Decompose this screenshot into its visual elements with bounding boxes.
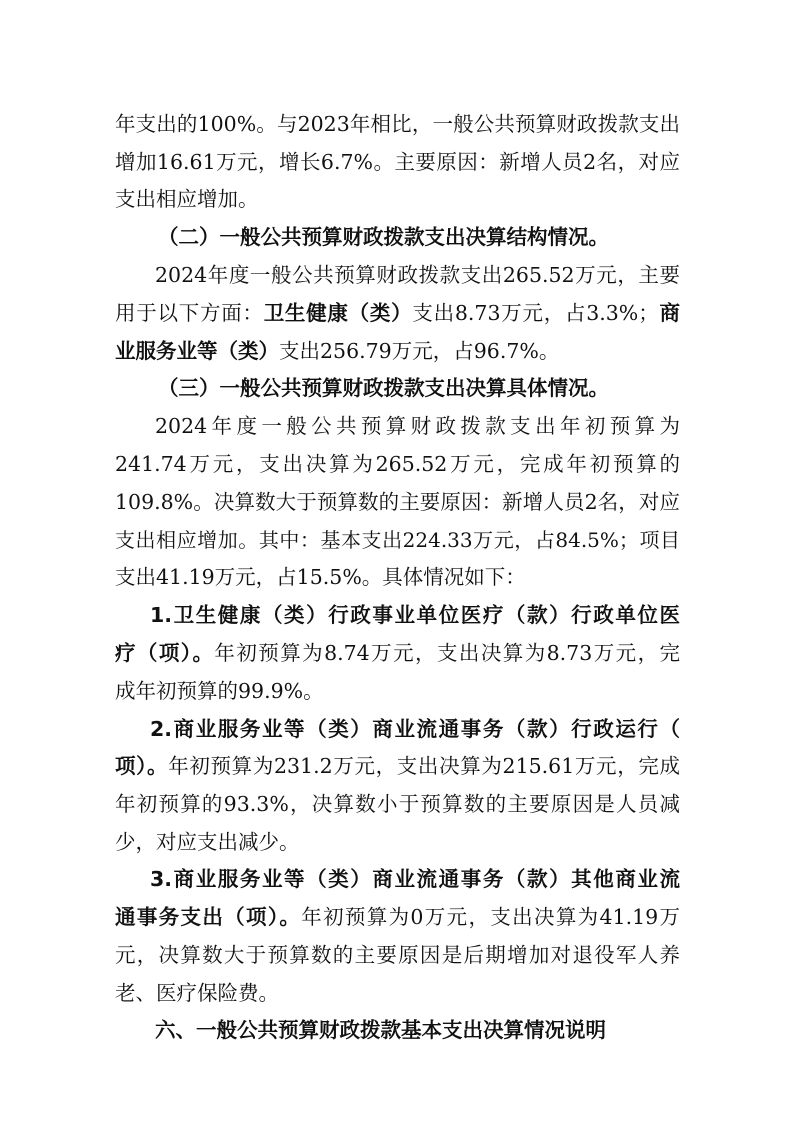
paragraph-line: 增加16.61万元，增长6.7%。主要原因：新增人员2名，对应	[115, 150, 680, 174]
section-heading: （二）一般公共预算财政拨款支出决算结构情况。	[158, 225, 609, 249]
chapter-heading: 六、一般公共预算财政拨款基本支出决算情况说明	[155, 1018, 606, 1042]
paragraph-line: 业服务业等（类）支出256.79万元，占96.7%。	[115, 339, 560, 363]
paragraph-line: 老、医疗保险费。	[115, 981, 279, 1005]
paragraph-line: 2024年度一般公共预算财政拨款支出年初预算为	[155, 414, 680, 438]
section-heading: （三）一般公共预算财政拨款支出决算具体情况。	[158, 376, 609, 400]
paragraph-line: 支出41.19万元，占15.5%。具体情况如下：	[115, 565, 526, 589]
paragraph-line: 成年初预算的99.9%。	[115, 679, 324, 703]
paragraph-line: 少，对应支出减少。	[115, 830, 300, 854]
paragraph-line: 元，决算数大于预算数的主要原因是后期增加对退役军人养	[115, 943, 680, 967]
item-heading: 1.卫生健康（类）行政事业单位医疗（款）行政单位医	[150, 603, 680, 627]
paragraph-line: 2024年度一般公共预算财政拨款支出265.52万元，主要	[155, 263, 680, 287]
paragraph-line: 年支出的100%。与2023年相比，一般公共预算财政拨款支出	[115, 112, 680, 136]
paragraph-line: 用于以下方面：卫生健康（类）支出8.73万元，占3.3%；商	[115, 301, 681, 325]
paragraph-line: 支出相应增加。	[115, 187, 259, 211]
paragraph-line: 项）。年初预算为231.2万元，支出决算为215.61万元，完成	[115, 754, 681, 778]
paragraph-line: 通事务支出（项）。年初预算为0万元，支出决算为41.19万	[115, 905, 681, 929]
paragraph-line: 年初预算的93.3%，决算数小于预算数的主要原因是人员减	[115, 792, 680, 816]
item-heading: 3.商业服务业等（类）商业流通事务（款）其他商业流	[150, 867, 680, 891]
paragraph-line: 支出相应增加。其中：基本支出224.33万元，占84.5%；项目	[115, 528, 680, 552]
paragraph-line: 241.74万元，支出决算为265.52万元，完成年初预算的	[115, 452, 680, 476]
item-heading: 2.商业服务业等（类）商业流通事务（款）行政运行（	[150, 717, 680, 741]
paragraph-line: 109.8%。决算数大于预算数的主要原因：新增人员2名，对应	[115, 490, 680, 514]
paragraph-line: 疗（项）。年初预算为8.74万元，支出决算为8.73万元，完	[115, 641, 680, 665]
